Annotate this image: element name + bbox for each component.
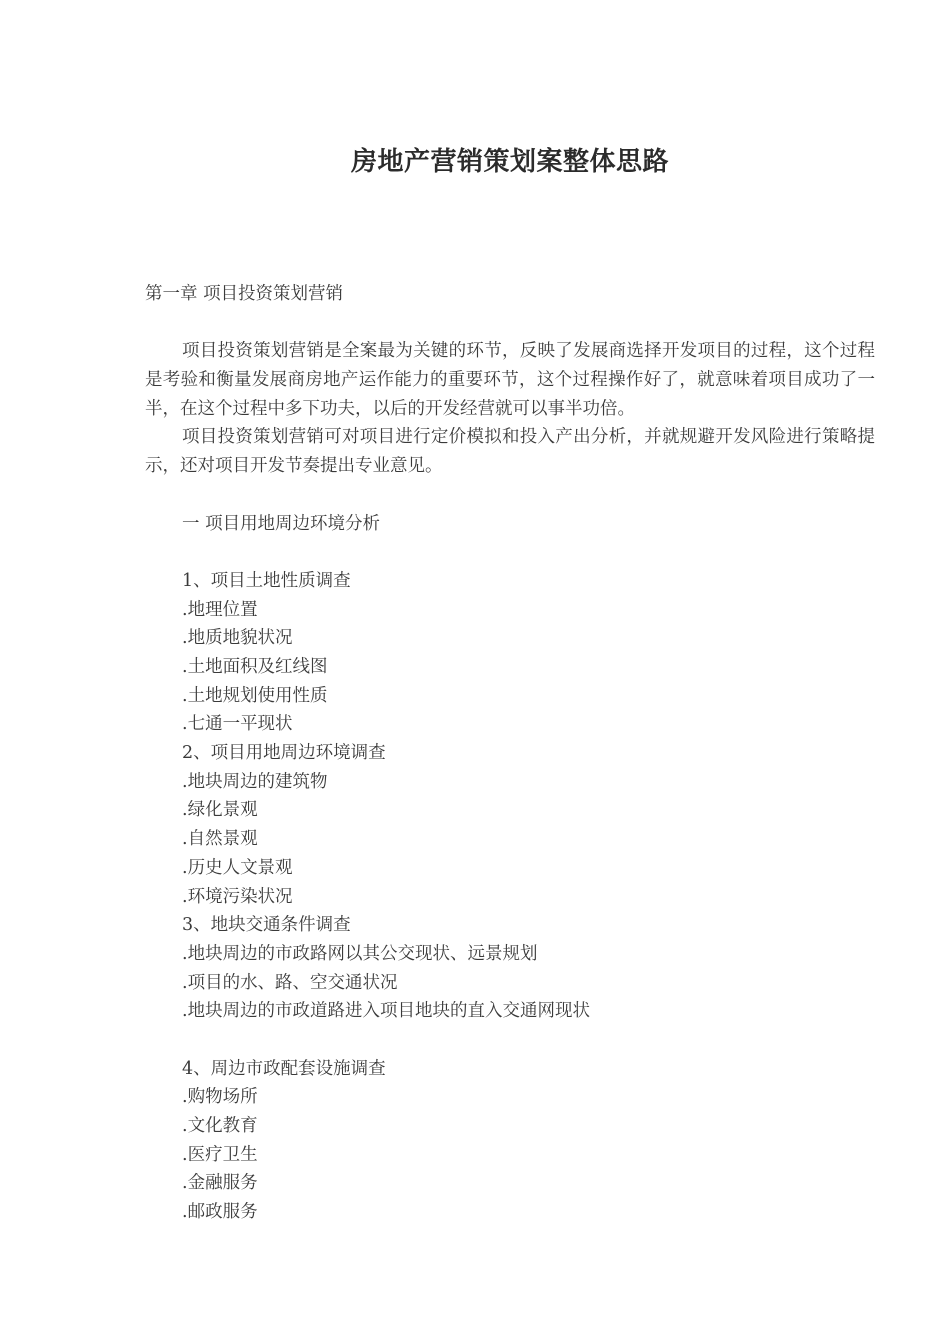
list-item: .地块周边的市政路网以其公交现状、远景规划 — [182, 943, 538, 964]
paragraph: 项目投资策划营销可对项目进行定价模拟和投入产出分析，并就规避开发风险进行策略提示，还对项目开发节奏提出专业意见。 — [145, 427, 875, 477]
list-item: .七通一平现状 — [182, 714, 293, 735]
list-item: .历史人文景观 — [182, 857, 293, 878]
paragraph: 项目投资策划营销是全案最为关键的环节，反映了发展商选择开发项目的过程，这个过程是考验和衡量发展商房地产运作能力的重要环节，这个过程操作好了，就意味着项目成功了一半，在这个过程中多下功夫，以后的开发经营就可以事半功倍。 — [145, 341, 875, 419]
list-item: .环境污染状况 — [182, 886, 293, 907]
list-item: .土地面积及红线图 — [182, 657, 328, 678]
list-item: 1、项目土地性质调查 — [182, 570, 351, 591]
list-item: .绿化景观 — [182, 800, 258, 821]
document-title: 房地产营销策划案整体思路 — [350, 147, 669, 177]
list-item: 4、周边市政配套设施调查 — [182, 1058, 386, 1079]
list-item: .金融服务 — [182, 1173, 258, 1194]
blank-line — [145, 309, 875, 338]
list-item: .自然景观 — [182, 829, 258, 850]
document-body — [145, 280, 875, 1227]
list-item: 2、项目用地周边环境调查 — [182, 743, 386, 764]
list-item: .地块周边的市政道路进入项目地块的直入交通网现状 — [182, 1001, 591, 1022]
list-group-b — [145, 1055, 875, 1227]
blank-line — [145, 481, 875, 510]
list-item: .地质地貌状况 — [182, 628, 293, 649]
list-item: .土地规划使用性质 — [182, 685, 328, 706]
list-item: 3、地块交通条件调查 — [182, 915, 351, 936]
list-item: .地理位置 — [182, 599, 258, 620]
list-item: .邮政服务 — [182, 1202, 258, 1223]
blank-line — [145, 1026, 875, 1055]
blank-line — [145, 538, 875, 567]
list-item: .项目的水、路、空交通状况 — [182, 972, 398, 993]
list-item: .购物场所 — [182, 1087, 258, 1108]
list-item: .医疗卫生 — [182, 1144, 258, 1165]
list-item: .文化教育 — [182, 1116, 258, 1137]
list-item: .地块周边的建筑物 — [182, 771, 328, 792]
chapter-heading: 第一章 项目投资策划营销 — [145, 284, 344, 304]
list-group-a — [145, 567, 875, 1026]
section-heading: 一 项目用地周边环境分析 — [182, 513, 381, 534]
